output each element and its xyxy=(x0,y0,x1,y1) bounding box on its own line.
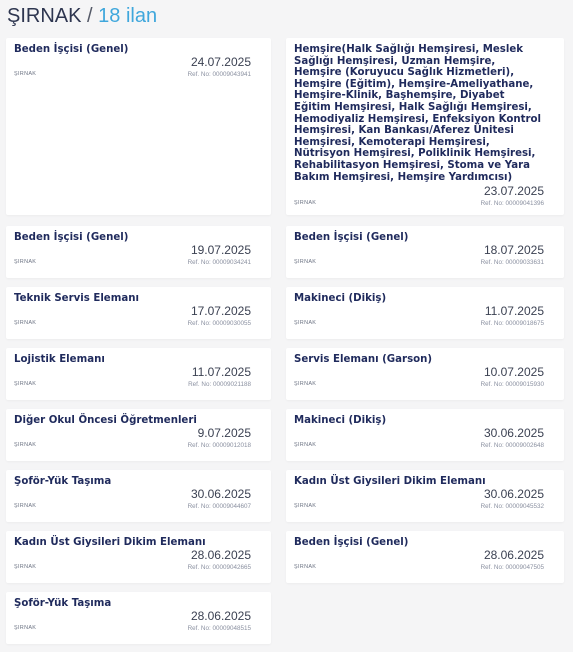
listing-city: ŞIRNAK xyxy=(294,200,317,206)
listing-card[interactable] xyxy=(286,409,564,461)
listing-date: 24.07.2025 xyxy=(190,55,251,69)
listing-ref: Ref. No: 00009030055 xyxy=(187,320,251,327)
listing-ref: Ref. No: 00009047505 xyxy=(480,564,544,571)
listing-date: 30.06.2025 xyxy=(190,487,251,501)
listing-ref: Ref. No: 00009042665 xyxy=(187,564,251,571)
listing-card[interactable] xyxy=(286,348,564,400)
listing-date: 23.07.2025 xyxy=(483,184,544,198)
listing-ref: Ref. No: 00009002648 xyxy=(480,442,544,449)
listing-city: ŞIRNAK xyxy=(14,564,37,570)
listing-title[interactable]: Kadın Üst Giysileri Dikim Elemanı xyxy=(294,476,486,487)
listing-ref: Ref. No: 00009048515 xyxy=(187,625,251,632)
listing-city: ŞIRNAK xyxy=(294,259,317,265)
listing-title[interactable]: Beden İşçisi (Genel) xyxy=(294,232,409,243)
header-separator: / xyxy=(87,5,93,27)
listing-date: 28.06.2025 xyxy=(483,548,544,562)
listing-ref: Ref. No: 00009043941 xyxy=(187,71,251,78)
listing-count: 18 ilan xyxy=(98,5,158,27)
listing-date: 9.07.2025 xyxy=(197,426,251,440)
page-header xyxy=(7,4,157,28)
listing-city: ŞIRNAK xyxy=(294,503,317,509)
listing-date: 28.06.2025 xyxy=(190,609,251,623)
listing-card[interactable] xyxy=(286,38,564,215)
listing-title[interactable]: Hemşire(Halk Sağlığı Hemşiresi, Meslek Sağlığı Hemşiresi, Uzman Hemşire, Hemşire (Koruyucu Sağlık Hizmetleri), Hemşire (Eğitim), Hemşire-Ameliyathane, Hemşire-Klinik, Başhemşire, Diyabet Eğitim Hemşiresi, Halk Sağlığı Hemşiresi, Hemodiyaliz Hemşiresi, Enfeksiyon Kontrol Hemşiresi, Kan Bankası/Aferez Ünitesi Hemşiresi, Kemoterapi Hemşiresi, Nütrisyon Hemşiresi, Poliklinik Hemşiresi, Rehabilitasyon Hemşiresi, Stoma ve Yara Bakım Hemşiresi, Hemşire Yardımcısı) xyxy=(294,44,541,183)
listing-title[interactable]: Teknik Servis Elemanı xyxy=(14,293,139,304)
listing-title[interactable]: Beden İşçisi (Genel) xyxy=(14,44,129,55)
listing-card[interactable] xyxy=(286,470,564,522)
listing-city: ŞIRNAK xyxy=(14,381,37,387)
listing-city: ŞIRNAK xyxy=(294,564,317,570)
listing-ref: Ref. No: 00009033631 xyxy=(480,259,544,266)
listing-title[interactable]: Şoför-Yük Taşıma xyxy=(14,476,112,487)
listing-date: 10.07.2025 xyxy=(483,365,544,379)
listing-title[interactable]: Diğer Okul Öncesi Öğretmenleri xyxy=(14,415,197,426)
listing-card[interactable] xyxy=(6,226,271,278)
listing-title[interactable]: Beden İşçisi (Genel) xyxy=(294,537,409,548)
listing-card[interactable] xyxy=(6,287,271,339)
listing-date: 17.07.2025 xyxy=(190,304,251,318)
listing-date: 28.06.2025 xyxy=(190,548,251,562)
listing-city: ŞIRNAK xyxy=(14,320,37,326)
listing-title[interactable]: Lojistik Elemanı xyxy=(14,354,105,365)
listing-date: 30.06.2025 xyxy=(483,426,544,440)
listing-ref: Ref. No: 00009018675 xyxy=(480,320,544,327)
listing-date: 11.07.2025 xyxy=(191,365,251,379)
listing-city: ŞIRNAK xyxy=(14,442,37,448)
listing-ref: Ref. No: 00009015930 xyxy=(480,381,544,388)
listing-card[interactable] xyxy=(6,348,271,400)
listing-card[interactable] xyxy=(286,531,564,583)
listing-city: ŞIRNAK xyxy=(14,503,37,509)
listing-title[interactable]: Beden İşçisi (Genel) xyxy=(14,232,129,243)
listing-ref: Ref. No: 00009044607 xyxy=(187,503,251,510)
listing-card[interactable] xyxy=(6,409,271,461)
listing-card[interactable] xyxy=(286,287,564,339)
listing-date: 18.07.2025 xyxy=(483,243,544,257)
listing-ref: Ref. No: 00009012018 xyxy=(187,442,251,449)
listing-ref: Ref. No: 00009045532 xyxy=(480,503,544,510)
listing-city: ŞIRNAK xyxy=(294,320,317,326)
listing-city: ŞIRNAK xyxy=(14,625,37,631)
listing-date: 11.07.2025 xyxy=(484,304,544,318)
listing-card[interactable] xyxy=(6,592,271,644)
listing-ref: Ref. No: 00009041396 xyxy=(480,200,544,207)
listing-title[interactable]: Şoför-Yük Taşıma xyxy=(14,598,112,609)
listing-ref: Ref. No: 00009034241 xyxy=(187,259,251,266)
listing-city: ŞIRNAK xyxy=(14,71,37,77)
listing-title[interactable]: Makineci (Dikiş) xyxy=(294,415,387,426)
listing-city: ŞIRNAK xyxy=(294,381,317,387)
listing-title[interactable]: Kadın Üst Giysileri Dikim Elemanı xyxy=(14,537,206,548)
listing-date: 30.06.2025 xyxy=(483,487,544,501)
listing-date: 19.07.2025 xyxy=(190,243,251,257)
listing-city: ŞIRNAK xyxy=(294,442,317,448)
listing-card[interactable] xyxy=(6,38,271,215)
header-city: ŞIRNAK xyxy=(7,5,82,27)
listing-title[interactable]: Makineci (Dikiş) xyxy=(294,293,387,304)
listing-card[interactable] xyxy=(6,470,271,522)
listing-city: ŞIRNAK xyxy=(14,259,37,265)
listing-card[interactable] xyxy=(6,531,271,583)
listing-ref: Ref. No: 00009021188 xyxy=(188,381,251,388)
listing-card[interactable] xyxy=(286,226,564,278)
listing-title[interactable]: Servis Elemanı (Garson) xyxy=(294,354,433,365)
